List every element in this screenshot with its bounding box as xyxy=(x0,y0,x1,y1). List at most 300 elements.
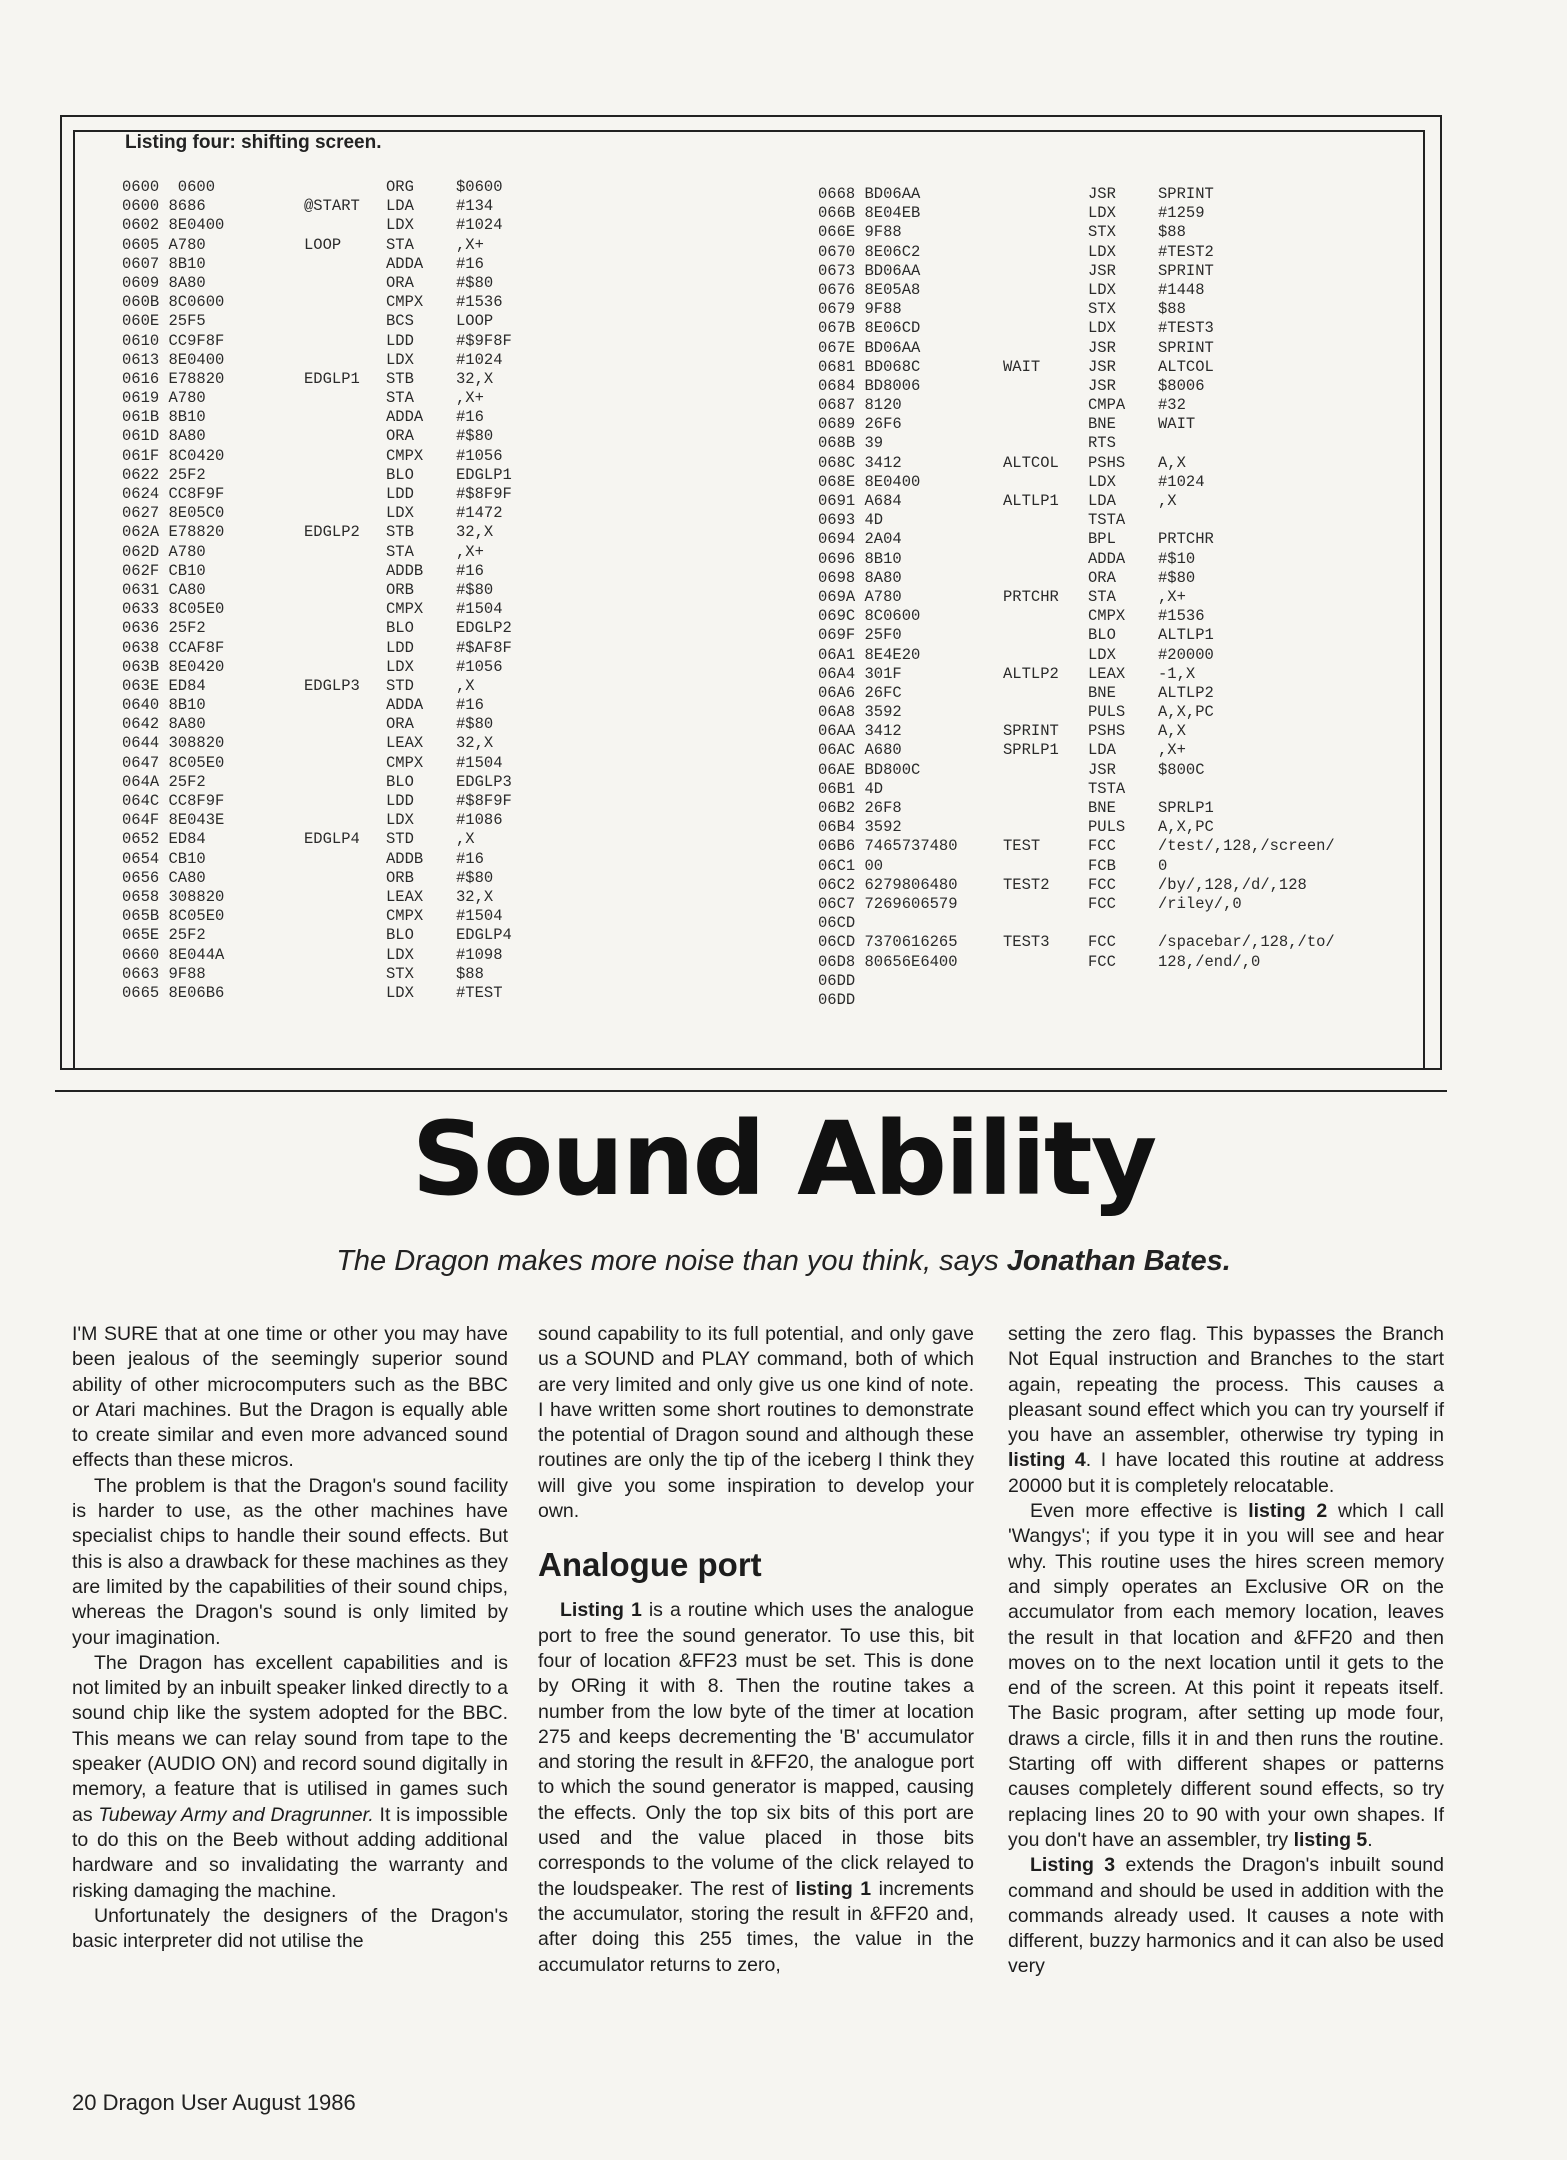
code-line xyxy=(818,204,1408,223)
code-address: 06B6 7465737480 xyxy=(818,837,958,856)
code-label: EDGLP2 xyxy=(304,523,360,542)
paragraph: I'M SURE that at one time or other you may have been jealous of the seemingly superior sound ability of other microcomputers such as the BBC or Atari machines. But the Dragon is equally able to create similar and even more advanced sound effects than these micros. xyxy=(72,1323,508,1472)
code-label xyxy=(304,581,386,600)
code-line xyxy=(818,588,1408,607)
code-line xyxy=(818,953,1408,972)
code-line xyxy=(122,178,646,197)
code-line xyxy=(122,485,646,504)
code-line xyxy=(818,377,1408,396)
code-address: 0694 2A04 xyxy=(818,530,902,549)
code-operand: A,X xyxy=(1158,722,1186,741)
code-operand: #$10 xyxy=(1158,549,1196,568)
code-opcode: FCC xyxy=(1088,837,1116,856)
code-opcode: RTS xyxy=(1088,434,1116,453)
code-operand: #16 xyxy=(456,696,484,715)
code-opcode: FCC xyxy=(1088,894,1116,913)
code-address: 063B 8E0420 xyxy=(122,657,225,676)
code-operand: #32 xyxy=(1158,396,1186,415)
code-opcode: FCC xyxy=(1088,875,1116,894)
code-label xyxy=(304,427,386,446)
code-label xyxy=(1003,703,1088,722)
paragraph-text: Even more effective is xyxy=(1030,1500,1238,1523)
code-operand: #$80 xyxy=(1158,568,1196,587)
code-opcode: ADDA xyxy=(386,254,424,273)
code-opcode: JSR xyxy=(1088,760,1116,779)
code-label xyxy=(304,466,386,485)
code-line xyxy=(122,504,646,523)
code-label xyxy=(304,562,386,581)
code-operand: A,X,PC xyxy=(1158,818,1214,837)
code-operand: #$80 xyxy=(456,427,494,446)
code-operand: #1504 xyxy=(456,907,503,926)
code-label: TEST xyxy=(1003,837,1041,856)
code-line xyxy=(122,351,646,370)
code-opcode: JSR xyxy=(1088,376,1116,395)
code-label xyxy=(1003,243,1088,262)
code-opcode: BLO xyxy=(386,619,414,638)
code-address: 065B 8C05E0 xyxy=(122,907,225,926)
code-address: 0654 CB10 xyxy=(122,849,206,868)
code-label xyxy=(304,658,386,677)
code-operand: #16 xyxy=(456,561,484,580)
code-line xyxy=(122,255,646,274)
paragraph xyxy=(72,1651,508,1904)
article-column-2 xyxy=(538,1322,974,1978)
code-label xyxy=(304,312,386,331)
code-opcode: STA xyxy=(386,389,414,408)
code-label: PRTCHR xyxy=(1003,587,1059,606)
code-line xyxy=(818,665,1408,684)
code-operand: WAIT xyxy=(1158,415,1196,434)
code-line xyxy=(122,619,646,638)
code-label xyxy=(304,754,386,773)
code-opcode: BLO xyxy=(386,926,414,945)
code-label: ALTLP1 xyxy=(1003,492,1059,510)
code-label xyxy=(304,888,386,907)
paragraph-text: extends the Dragon's inbuilt sound command and should be used in addition with the commands already used. It causes a note with different, buzzy harmonics and it can also be used very xyxy=(1008,1854,1444,1978)
code-label xyxy=(304,984,386,1003)
code-opcode: FCB xyxy=(1088,856,1116,875)
code-operand: ,X+ xyxy=(456,389,484,408)
code-label xyxy=(1003,300,1088,319)
code-operand: ,X+ xyxy=(1158,741,1186,760)
code-address: 0652 ED84 xyxy=(122,830,206,849)
code-address: 0676 8E05A8 xyxy=(818,280,921,299)
code-address: 069A A780 xyxy=(818,587,902,606)
code-operand: ,X+ xyxy=(456,235,484,254)
code-operand xyxy=(1158,972,1408,991)
code-label xyxy=(1003,396,1088,415)
code-address: 069C 8C0600 xyxy=(818,607,921,626)
code-opcode: CMPX xyxy=(1088,607,1126,626)
paragraph-text: The Dragon has excellent capabilities and is not limited by an inbuilt speaker linked directly to a sound chip like the system adopted for the BBC. This means we can relay sound from tape to the speaker (AUDIO ON) and record sound digitally in memory, a feature that is utilised in games such as xyxy=(72,1651,508,1826)
paragraph xyxy=(1008,1322,1444,1499)
code-opcode: TSTA xyxy=(1088,511,1126,530)
code-opcode: ORB xyxy=(386,580,414,599)
section-divider xyxy=(55,1090,1447,1092)
code-opcode: BLO xyxy=(386,465,414,484)
code-label xyxy=(1003,204,1088,223)
code-operand xyxy=(1158,780,1408,799)
code-line xyxy=(122,216,646,235)
code-address: 0600 8686 xyxy=(122,197,206,216)
code-operand: 0 xyxy=(1158,856,1168,875)
code-line xyxy=(818,569,1408,588)
game-title: Dragrunner. xyxy=(270,1803,374,1826)
code-address: 067E BD06AA xyxy=(818,338,921,357)
code-opcode: LDX xyxy=(386,811,414,830)
code-opcode: STA xyxy=(1088,587,1116,606)
code-line xyxy=(122,197,646,216)
code-operand: #1448 xyxy=(1158,280,1205,299)
code-label xyxy=(1003,991,1088,1010)
code-label xyxy=(304,811,386,830)
code-address: 0619 A780 xyxy=(122,389,206,408)
code-opcode: LDA xyxy=(1088,492,1116,510)
code-operand: /riley/,0 xyxy=(1158,894,1242,913)
code-label: SPRLP1 xyxy=(1003,741,1059,760)
code-address: 0633 8C05E0 xyxy=(122,600,225,619)
code-address: 0679 9F88 xyxy=(818,300,902,319)
code-operand: #$80 xyxy=(456,273,494,292)
code-line xyxy=(122,907,646,926)
code-opcode: TSTA xyxy=(1088,779,1126,798)
code-label xyxy=(304,543,386,562)
code-label xyxy=(304,485,386,504)
code-line xyxy=(122,523,646,542)
code-opcode: CMPX xyxy=(386,907,424,926)
code-line xyxy=(818,895,1408,914)
code-opcode xyxy=(1088,914,1158,933)
code-line xyxy=(122,562,646,581)
code-operand: /by/,128,/d/,128 xyxy=(1158,875,1307,894)
code-opcode: CMPX xyxy=(386,293,424,312)
paragraph-text: and xyxy=(232,1803,265,1826)
code-operand: 128,/end/,0 xyxy=(1158,952,1261,971)
code-opcode: STD xyxy=(386,830,414,849)
code-line xyxy=(818,396,1408,415)
code-operand: EDGLP2 xyxy=(456,619,512,638)
code-address: 0665 8E06B6 xyxy=(122,983,225,1002)
code-line xyxy=(818,511,1408,530)
code-opcode: LDX xyxy=(386,983,414,1002)
code-address: 062A E78820 xyxy=(122,523,225,542)
code-line xyxy=(122,370,646,389)
code-operand xyxy=(1158,914,1408,933)
code-address: 0627 8E05C0 xyxy=(122,504,225,523)
listing-ref: listing 5 xyxy=(1293,1828,1368,1851)
code-line xyxy=(818,434,1408,453)
code-operand: ,X+ xyxy=(1158,587,1186,606)
code-opcode: STA xyxy=(386,542,414,561)
code-label xyxy=(1003,780,1088,799)
code-operand: EDGLP4 xyxy=(456,926,512,945)
code-operand: #1472 xyxy=(456,504,503,523)
code-operand: #134 xyxy=(456,197,494,216)
code-line xyxy=(122,274,646,293)
code-line xyxy=(818,876,1408,895)
code-label xyxy=(1003,223,1088,242)
code-label xyxy=(1003,415,1088,434)
code-operand: ,X xyxy=(1158,492,1177,510)
code-operand: EDGLP3 xyxy=(456,772,512,791)
code-label xyxy=(304,773,386,792)
code-opcode: BNE xyxy=(1088,415,1116,434)
code-operand: #$8F9F xyxy=(456,792,512,810)
code-label xyxy=(1003,953,1088,972)
code-operand: ALTLP2 xyxy=(1158,683,1214,702)
code-label xyxy=(1003,684,1088,703)
code-operand: A,X xyxy=(1158,453,1186,472)
code-operand: $88 xyxy=(456,964,484,983)
code-opcode: ORA xyxy=(1088,568,1116,587)
code-line xyxy=(122,677,646,696)
code-line xyxy=(122,427,646,446)
code-address: 0668 BD06AA xyxy=(818,185,921,203)
code-line xyxy=(122,447,646,466)
code-line xyxy=(122,792,646,811)
code-opcode: LEAX xyxy=(386,734,424,753)
article-column-3 xyxy=(1008,1322,1444,1980)
code-line xyxy=(122,773,646,792)
code-operand: ,X xyxy=(456,676,475,695)
code-operand: #1504 xyxy=(456,600,503,619)
code-label xyxy=(1003,319,1088,338)
code-address: 0624 CC8F9F xyxy=(122,485,225,503)
code-address: 0638 CCAF8F xyxy=(122,638,225,657)
code-opcode: CMPA xyxy=(1088,396,1126,415)
code-operand: #$AF8F xyxy=(456,638,512,657)
code-line xyxy=(818,818,1408,837)
code-opcode: ORA xyxy=(386,715,414,734)
code-line xyxy=(818,223,1408,242)
code-address: 062F CB10 xyxy=(122,561,206,580)
code-address: 068C 3412 xyxy=(818,453,902,472)
code-operand: $88 xyxy=(1158,300,1186,319)
subhead-author: Jonathan Bates. xyxy=(1006,1245,1231,1277)
code-opcode: PSHS xyxy=(1088,722,1126,741)
code-address: 064C CC8F9F xyxy=(122,792,225,810)
code-opcode: PULS xyxy=(1088,703,1126,722)
code-operand: ,X+ xyxy=(456,542,484,561)
code-label: ALTCOL xyxy=(1003,453,1059,472)
code-label xyxy=(304,869,386,888)
code-opcode: JSR xyxy=(1088,261,1116,280)
code-opcode: ADDB xyxy=(386,849,424,868)
code-address: 060B 8C0600 xyxy=(122,293,225,312)
code-operand: #TEST2 xyxy=(1158,242,1214,261)
section-heading: Analogue port xyxy=(538,1546,762,1584)
code-line xyxy=(122,811,646,830)
code-label xyxy=(304,389,386,408)
code-label xyxy=(304,926,386,945)
code-line xyxy=(122,754,646,773)
code-opcode: BNE xyxy=(1088,799,1116,817)
code-address: 06A1 8E4E20 xyxy=(818,645,921,664)
code-opcode: CMPX xyxy=(386,600,424,619)
code-operand: A,X,PC xyxy=(1158,703,1214,722)
code-label: EDGLP3 xyxy=(304,676,360,695)
code-opcode: JSR xyxy=(1088,338,1116,357)
code-line xyxy=(122,965,646,984)
code-opcode: LDX xyxy=(386,504,414,523)
code-address: 06AE BD800C xyxy=(818,760,921,779)
code-address: 06C2 6279806480 xyxy=(818,875,958,894)
code-opcode: LDX xyxy=(1088,280,1116,299)
code-label xyxy=(1003,530,1088,549)
code-line xyxy=(818,262,1408,281)
code-opcode xyxy=(1088,991,1158,1010)
code-operand: #1086 xyxy=(456,811,503,830)
code-line xyxy=(122,293,646,312)
code-label xyxy=(1003,377,1088,396)
code-opcode: ADDA xyxy=(1088,549,1126,568)
code-opcode: STD xyxy=(386,676,414,695)
code-line xyxy=(122,466,646,485)
paragraph: The problem is that the Dragon's sound facility is harder to use, as the other machines have specialist chips to handle their sound effects. But this is also a drawback for these machines as they are limited by the capabilities of their sound chips, whereas the Dragon's sound is only limited by your imagination. xyxy=(72,1474,508,1649)
code-address: 06B4 3592 xyxy=(818,818,902,837)
code-line xyxy=(818,741,1408,760)
article-subhead xyxy=(0,1245,1567,1278)
code-line xyxy=(122,581,646,600)
code-address: 068B 39 xyxy=(818,434,884,453)
code-opcode: ADDB xyxy=(386,561,424,580)
code-line xyxy=(818,646,1408,665)
code-operand: PRTCHR xyxy=(1158,530,1214,549)
code-opcode: STA xyxy=(386,235,414,254)
code-address: 0684 BD8006 xyxy=(818,376,921,395)
code-line xyxy=(818,530,1408,549)
code-opcode: LDA xyxy=(1088,741,1116,760)
code-label: EDGLP4 xyxy=(304,830,360,849)
code-opcode: STB xyxy=(386,523,414,542)
code-address: 0631 CA80 xyxy=(122,580,206,599)
code-line xyxy=(818,914,1408,933)
code-operand: #1024 xyxy=(1158,472,1205,491)
code-operand: #$9F8F xyxy=(456,331,512,350)
code-line xyxy=(122,926,646,945)
code-operand: 32,X xyxy=(456,734,494,753)
code-operand: ,X xyxy=(456,830,475,849)
code-address: 0644 308820 xyxy=(122,734,225,753)
code-opcode: STX xyxy=(386,964,414,983)
code-address: 06A8 3592 xyxy=(818,703,902,722)
code-line xyxy=(122,984,646,1003)
code-operand: #1259 xyxy=(1158,204,1205,223)
code-opcode: LDX xyxy=(1088,319,1116,338)
code-address: 06B1 4D xyxy=(818,779,884,798)
code-opcode: BLO xyxy=(1088,626,1116,645)
code-address: 064A 25F2 xyxy=(122,772,206,791)
code-address: 06A4 301F xyxy=(818,664,902,683)
code-address: 0607 8B10 xyxy=(122,254,206,273)
paragraph-text: . I have located this routine at address 20000 but it is completely relocatable. xyxy=(1008,1449,1444,1497)
paragraph-text: increments the accumulator, storing the result in &FF20 and, after doing this 255 times, the value in the accumulator returns to zero, xyxy=(538,1877,974,1976)
code-address: 0681 BD068C xyxy=(818,357,921,376)
code-address: 064F 8E043E xyxy=(122,811,225,830)
listing-ref: listing 1 xyxy=(795,1877,872,1900)
code-line xyxy=(818,799,1408,818)
code-line xyxy=(122,639,646,658)
code-opcode: PSHS xyxy=(1088,453,1126,472)
code-opcode: ORG xyxy=(386,178,414,196)
code-opcode: JSR xyxy=(1088,357,1116,376)
code-operand: #$80 xyxy=(456,580,494,599)
code-operand: #1536 xyxy=(456,293,503,312)
code-operand: SPRINT xyxy=(1158,261,1214,280)
code-label xyxy=(1003,607,1088,626)
code-operand: 32,X xyxy=(456,369,494,388)
code-line xyxy=(818,473,1408,492)
code-line xyxy=(122,312,646,331)
code-operand: SPRINT xyxy=(1158,185,1214,203)
code-opcode: ORA xyxy=(386,427,414,446)
code-operand: #$80 xyxy=(456,868,494,887)
code-label xyxy=(1003,434,1088,453)
paragraph xyxy=(538,1598,974,1977)
code-label xyxy=(1003,281,1088,300)
code-opcode: LDA xyxy=(386,197,414,216)
code-line xyxy=(122,389,646,408)
code-operand: $88 xyxy=(1158,223,1186,242)
code-operand: LOOP xyxy=(456,312,494,331)
code-address: 06DD xyxy=(818,990,856,1009)
code-opcode: BNE xyxy=(1088,683,1116,702)
code-operand: #$80 xyxy=(456,715,494,734)
code-operand: #1056 xyxy=(456,657,503,676)
paragraph-text: It is impossible to do this on the Beeb without adding additional hardware and so invalidating the warranty and risking damaging the machine. xyxy=(72,1803,508,1902)
code-label xyxy=(1003,799,1088,818)
code-operand: $0600 xyxy=(456,178,503,196)
code-line xyxy=(818,300,1408,319)
code-label xyxy=(1003,339,1088,358)
code-opcode: LDX xyxy=(1088,242,1116,261)
code-label: @START xyxy=(304,197,360,216)
code-line xyxy=(122,869,646,888)
code-address: 066B 8E04EB xyxy=(818,204,921,223)
code-line xyxy=(818,243,1408,262)
code-line xyxy=(818,339,1408,358)
code-operand: $8006 xyxy=(1158,376,1205,395)
code-address: 0691 A684 xyxy=(818,492,902,510)
code-address: 065E 25F2 xyxy=(122,926,206,945)
code-label xyxy=(1003,511,1088,530)
code-line xyxy=(818,972,1408,991)
listing-ref: Listing 3 xyxy=(1030,1854,1116,1877)
paragraph-text: is a routine which uses the analogue port to free the sound generator. To use this, bit four of location &FF23 must be set. This is done by ORing it with 8. Then the routine takes a number from the low byte of the timer at location 275 and keeps decrementing the 'B' accumulator and storing the result in &FF20, the analogue port to which the sound generator is mapped, causing the effects. Only the top six bits of this port are used and the value placed in those bits corresponds to the volume of the click relayed to the loudspeaker. The rest of xyxy=(538,1599,975,1900)
code-operand: /spacebar/,128,/to/ xyxy=(1158,933,1335,952)
code-line xyxy=(818,837,1408,856)
code-line xyxy=(818,857,1408,876)
code-address: 0610 CC9F8F xyxy=(122,331,225,350)
code-operand: 32,X xyxy=(456,887,494,906)
code-operand: #1024 xyxy=(456,350,503,369)
code-opcode: CMPX xyxy=(386,753,424,772)
code-address: 0647 8C05E0 xyxy=(122,753,225,772)
code-opcode: STB xyxy=(386,369,414,388)
code-operand: EDGLP1 xyxy=(456,465,512,484)
code-operand: #$8F9F xyxy=(456,485,512,503)
code-address: 0640 8B10 xyxy=(122,696,206,715)
code-label xyxy=(304,600,386,619)
code-opcode: PULS xyxy=(1088,818,1126,837)
code-line xyxy=(122,850,646,869)
code-label xyxy=(304,178,386,197)
code-address: 0600 0600 xyxy=(122,178,216,196)
code-line xyxy=(122,543,646,562)
code-label xyxy=(304,715,386,734)
code-opcode: ADDA xyxy=(386,696,424,715)
